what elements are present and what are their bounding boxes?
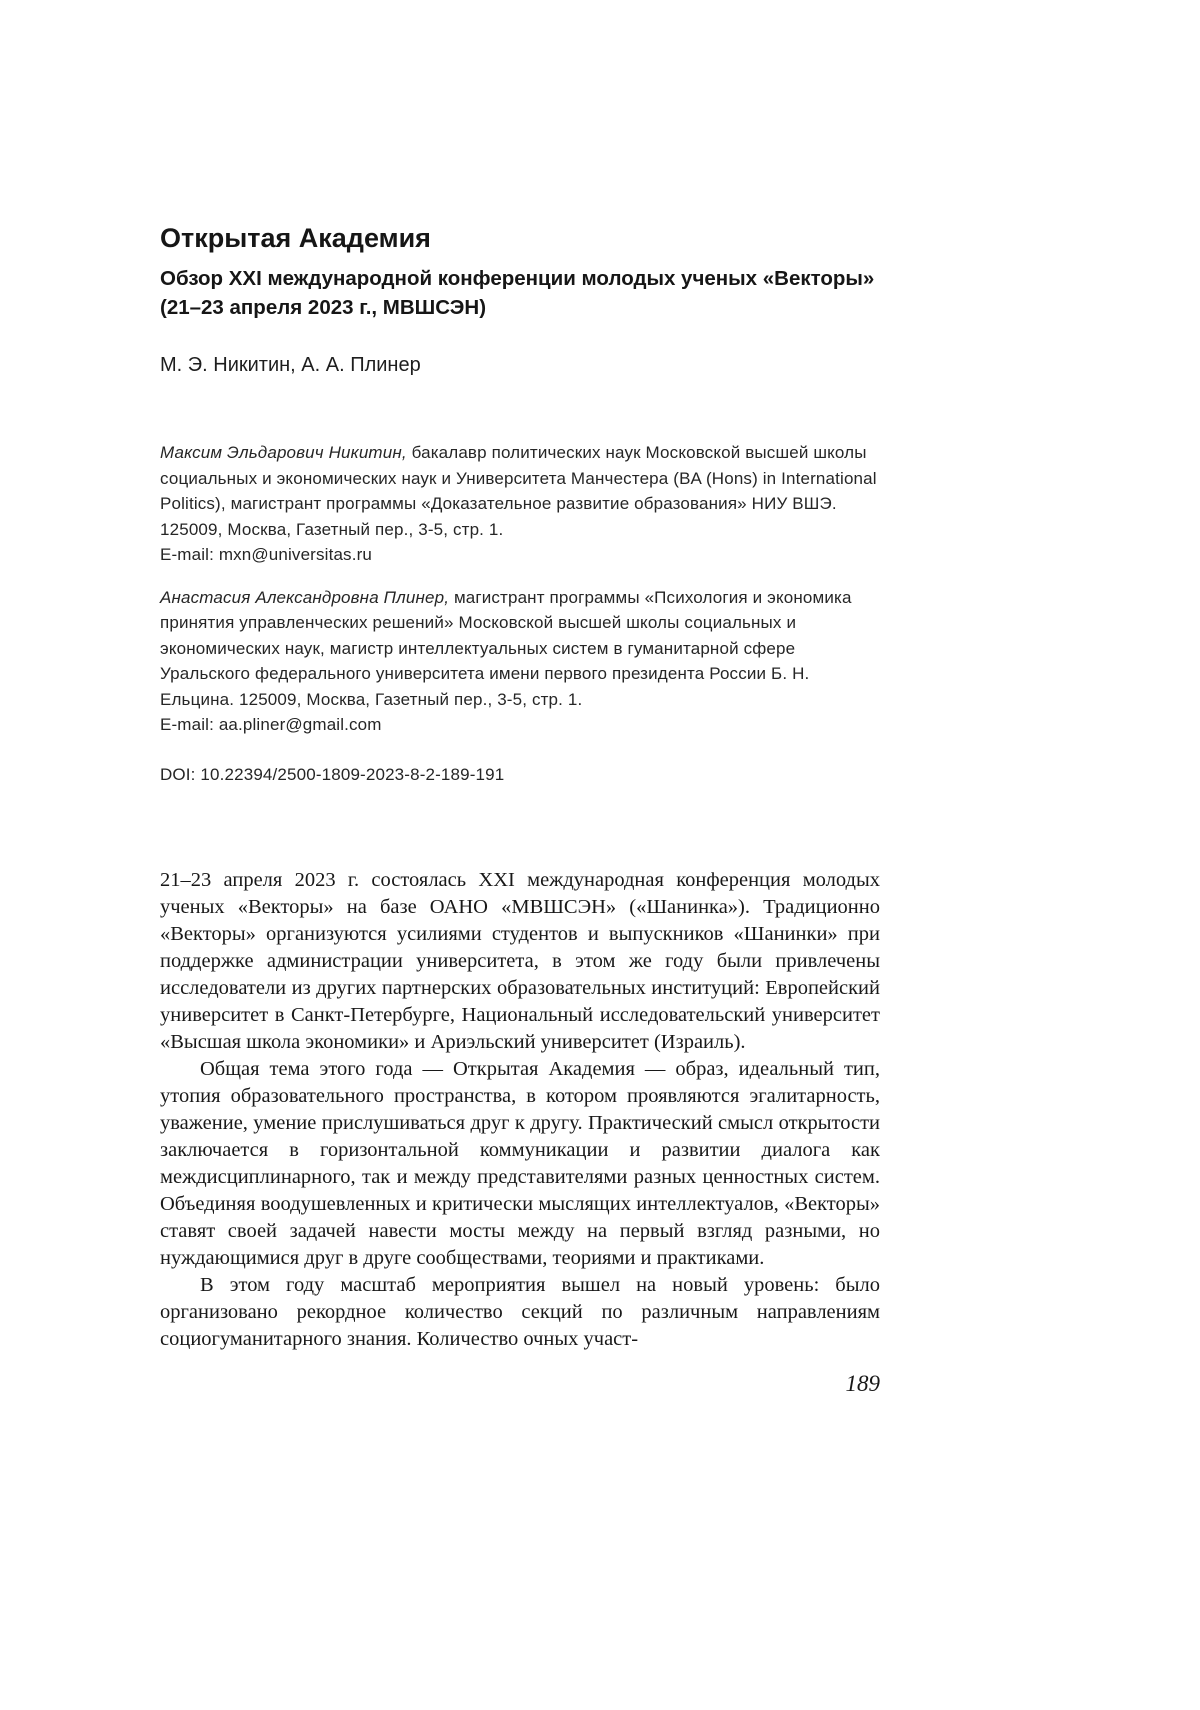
page-number: 189 bbox=[845, 1370, 880, 1396]
bio-author-text: бакалавр политических наук Московской высшей школы социальных и экономических наук и Университета Манчестера (BA (Hons) in International Politics), магистрант программы «Доказательное развитие образования» НИУ ВШЭ. 125009, Москва, Газетный пер., 3-5, стр. 1. bbox=[160, 443, 877, 539]
article-body bbox=[160, 867, 880, 1353]
body-paragraph: Общая тема этого года — Открытая Академия — образ, идеальный тип, утопия образовательного пространства, в котором проявляются эгалитарность, уважение, умение прислушиваться друг к другу. Практический смысл открытости заключается в горизонтальной коммуникации и развитии диалога как междисциплинарного, так и между представителями разных ценностных систем. Объединяя воодушевленных и критически мыслящих интеллектуалов, «Векторы» ставят своей задачей навести мосты между на первый взгляд разными, но нуждающимися друг в друге сообществами, теориями и практиками. bbox=[160, 1057, 880, 1269]
bio-author-email: E-mail: mxn@universitas.ru bbox=[160, 545, 372, 564]
bio-author-name: Максим Эльдарович Никитин, bbox=[160, 443, 407, 462]
author-bio-nikitin bbox=[160, 440, 880, 568]
bio-author-email: E-mail: aa.pliner@gmail.com bbox=[160, 715, 382, 734]
doi-line: DOI: 10.22394/2500-1809-2023-8-2-189-191 bbox=[160, 764, 505, 784]
bio-author-name: Анастасия Александровна Плинер, bbox=[160, 587, 450, 607]
body-paragraph: В этом году масштаб мероприятия вышел на новый уровень: было организовано рекордное количество секций по различным направлениям социогуманитарного знания. Количество очных участ- bbox=[160, 1273, 880, 1350]
bio-author-text: магистрант программы «Психология и экономика принятия управленческих решений» Московской высшей школы социальных и экономических наук, магистр интеллектуальных систем в гуманитарной сфере Уральского федерального университета имени первого президента России Б. Н. Ельцина. 125009, Москва, Газетный пер., 3-5, стр. 1. bbox=[160, 587, 852, 709]
article-subtitle: Обзор XXI международной конференции молодых ученых «Векторы» (21–23 апреля 2023 г., МВШСЭН) bbox=[160, 267, 875, 319]
authors-line: М. Э. Никитин, А. А. Плинер bbox=[160, 354, 421, 376]
body-paragraph: 21–23 апреля 2023 г. состоялась XXI международная конференция молодых ученых «Векторы» на базе ОАНО «МВШСЭН» («Шанинка»). Традиционно «Векторы» организуются усилиями студентов и выпускников «Шанинки» при поддержке администрации университета, в этом же году были привлечены исследователи из других партнерских образовательных институций: Европейский университет в Санкт-Петербурге, Национальный исследовательский университет «Высшая школа экономики» и Ариэльский университет (Израиль). bbox=[160, 868, 880, 1053]
author-bio-pliner bbox=[160, 585, 880, 738]
article-title: Открытая Академия bbox=[160, 223, 431, 253]
